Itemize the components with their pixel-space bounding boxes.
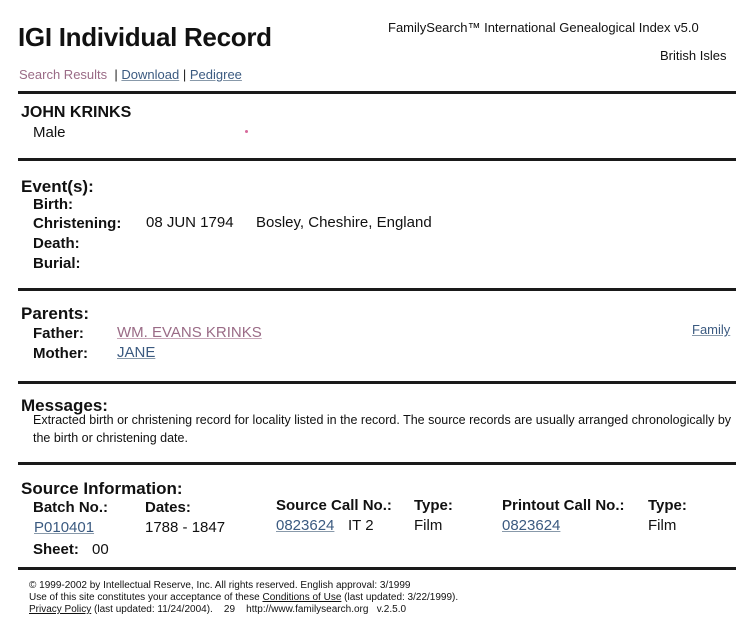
sheet-label: Sheet: xyxy=(33,541,79,558)
terms-line xyxy=(29,592,458,603)
terms-updated: (last updated: 3/22/1999). xyxy=(341,592,459,603)
source-heading: Source Information: xyxy=(21,479,183,498)
region-label: British Isles xyxy=(660,48,727,63)
messages-heading: Messages: xyxy=(21,396,108,415)
search-results-link[interactable]: Search Results xyxy=(19,67,108,82)
dates-label: Dates: xyxy=(145,499,191,516)
privacy-link[interactable]: Privacy Policy xyxy=(29,604,92,615)
source-call-item: IT 2 xyxy=(348,517,374,534)
mother-link[interactable]: JANE xyxy=(117,344,156,361)
christening-label: Christening: xyxy=(33,215,122,232)
nav-separator: | xyxy=(114,67,118,82)
divider xyxy=(18,91,736,94)
death-label: Death: xyxy=(33,235,80,252)
messages-text: Extracted birth or christening record for locality listed in the record. The source records are usually arranged chronologically by the birth or christening date. xyxy=(33,413,732,445)
christening-date: 08 JUN 1794 xyxy=(146,214,234,231)
dates-value: 1788 - 1847 xyxy=(145,519,226,536)
brand-label: FamilySearch™ International Genealogical Index v5.0 xyxy=(388,20,699,35)
divider xyxy=(18,462,736,465)
type-value: Film xyxy=(648,517,677,534)
copyright-text: © 1999-2002 by Intellectual Reserve, Inc. All rights reserved. English approval: 3/1999 xyxy=(29,580,411,591)
privacy-updated: (last updated: 11/24/2004). 29 http://www.familysearch.org v.2.5.0 xyxy=(91,604,407,615)
type-label: Type: xyxy=(648,497,687,514)
parents-heading: Parents: xyxy=(21,304,90,323)
download-link[interactable]: Download xyxy=(121,67,180,82)
person-name: JOHN KRINKS xyxy=(21,104,132,121)
type-label: Type: xyxy=(414,497,453,514)
divider xyxy=(18,567,736,570)
printout-call-link[interactable]: 0823624 xyxy=(502,517,561,534)
events-heading: Event(s): xyxy=(21,177,94,196)
sheet-value: 00 xyxy=(92,541,109,558)
type-value: Film xyxy=(414,517,443,534)
mother-label: Mother: xyxy=(33,345,88,362)
batch-label: Batch No.: xyxy=(33,499,108,516)
person-gender: Male xyxy=(33,124,66,141)
birth-label: Birth: xyxy=(33,196,73,213)
source-call-label: Source Call No.: xyxy=(276,497,392,514)
batch-link[interactable]: P010401 xyxy=(34,519,95,536)
printout-call-label: Printout Call No.: xyxy=(502,497,625,514)
nav-bar xyxy=(19,67,242,82)
father-label: Father: xyxy=(33,325,84,342)
page-title: IGI Individual Record xyxy=(18,22,272,52)
divider xyxy=(18,158,736,161)
conditions-link[interactable]: Conditions of Use xyxy=(262,592,342,603)
privacy-line xyxy=(29,604,406,615)
father-link[interactable]: WM. EVANS KRINKS xyxy=(117,324,262,341)
nav-separator: | xyxy=(182,67,187,82)
divider xyxy=(18,288,736,291)
burial-label: Burial: xyxy=(33,255,81,272)
divider xyxy=(18,381,736,384)
terms-text: Use of this site constitutes your acceptance of these xyxy=(29,592,263,603)
pedigree-link[interactable]: Pedigree xyxy=(189,67,242,82)
family-link[interactable]: Family xyxy=(692,322,731,337)
source-call-link[interactable]: 0823624 xyxy=(276,517,335,534)
christening-place: Bosley, Cheshire, England xyxy=(256,214,432,231)
stray-mark xyxy=(245,130,248,133)
